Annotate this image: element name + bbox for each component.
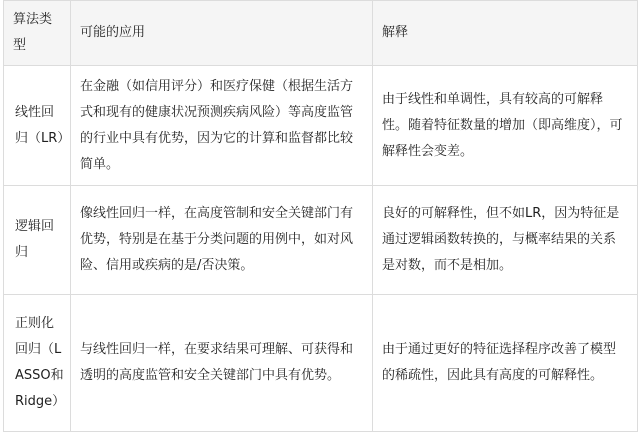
table-row bbox=[4, 295, 638, 432]
row-application: 与线性回归一样，在要求结果可理解、可获得和透明的高度监管和安全关键部门中具有优势。 bbox=[71, 295, 373, 432]
row-application: 像线性回归一样，在高度管制和安全关键部门有优势，特别是在基于分类问题的用例中，如对风险、信用或疾病的是/否决策。 bbox=[71, 186, 373, 295]
row-algorithm-type: 逻辑回归 bbox=[4, 186, 71, 295]
header-possible-applications: 可能的应用 bbox=[71, 1, 373, 66]
row-algorithm-type: 正则化回归（LASSO和Ridge） bbox=[4, 295, 71, 432]
row-application: 在金融（如信用评分）和医疗保健（根据生活方式和现有的健康状况预测疾病风险）等高度监管的行业中具有优势，因为它的计算和监督都比较简单。 bbox=[71, 66, 373, 186]
row-explanation: 良好的可解释性，但不如LR，因为特征是通过逻辑函数转换的，与概率结果的关系是对数，而不是相加。 bbox=[373, 186, 638, 295]
row-explanation: 由于线性和单调性，具有较高的可解释性。随着特征数量的增加（即高维度），可解释性会变差。 bbox=[373, 66, 638, 186]
header-algorithm-type: 算法类型 bbox=[4, 1, 71, 66]
table-row bbox=[4, 66, 638, 186]
table-header-row bbox=[4, 1, 638, 66]
row-algorithm-type: 线性回归（LR） bbox=[4, 66, 71, 186]
table-row bbox=[4, 186, 638, 295]
row-explanation: 由于通过更好的特征选择程序改善了模型的稀疏性，因此具有高度的可解释性。 bbox=[373, 295, 638, 432]
algorithm-table bbox=[3, 0, 638, 432]
header-explanation: 解释 bbox=[373, 1, 638, 66]
